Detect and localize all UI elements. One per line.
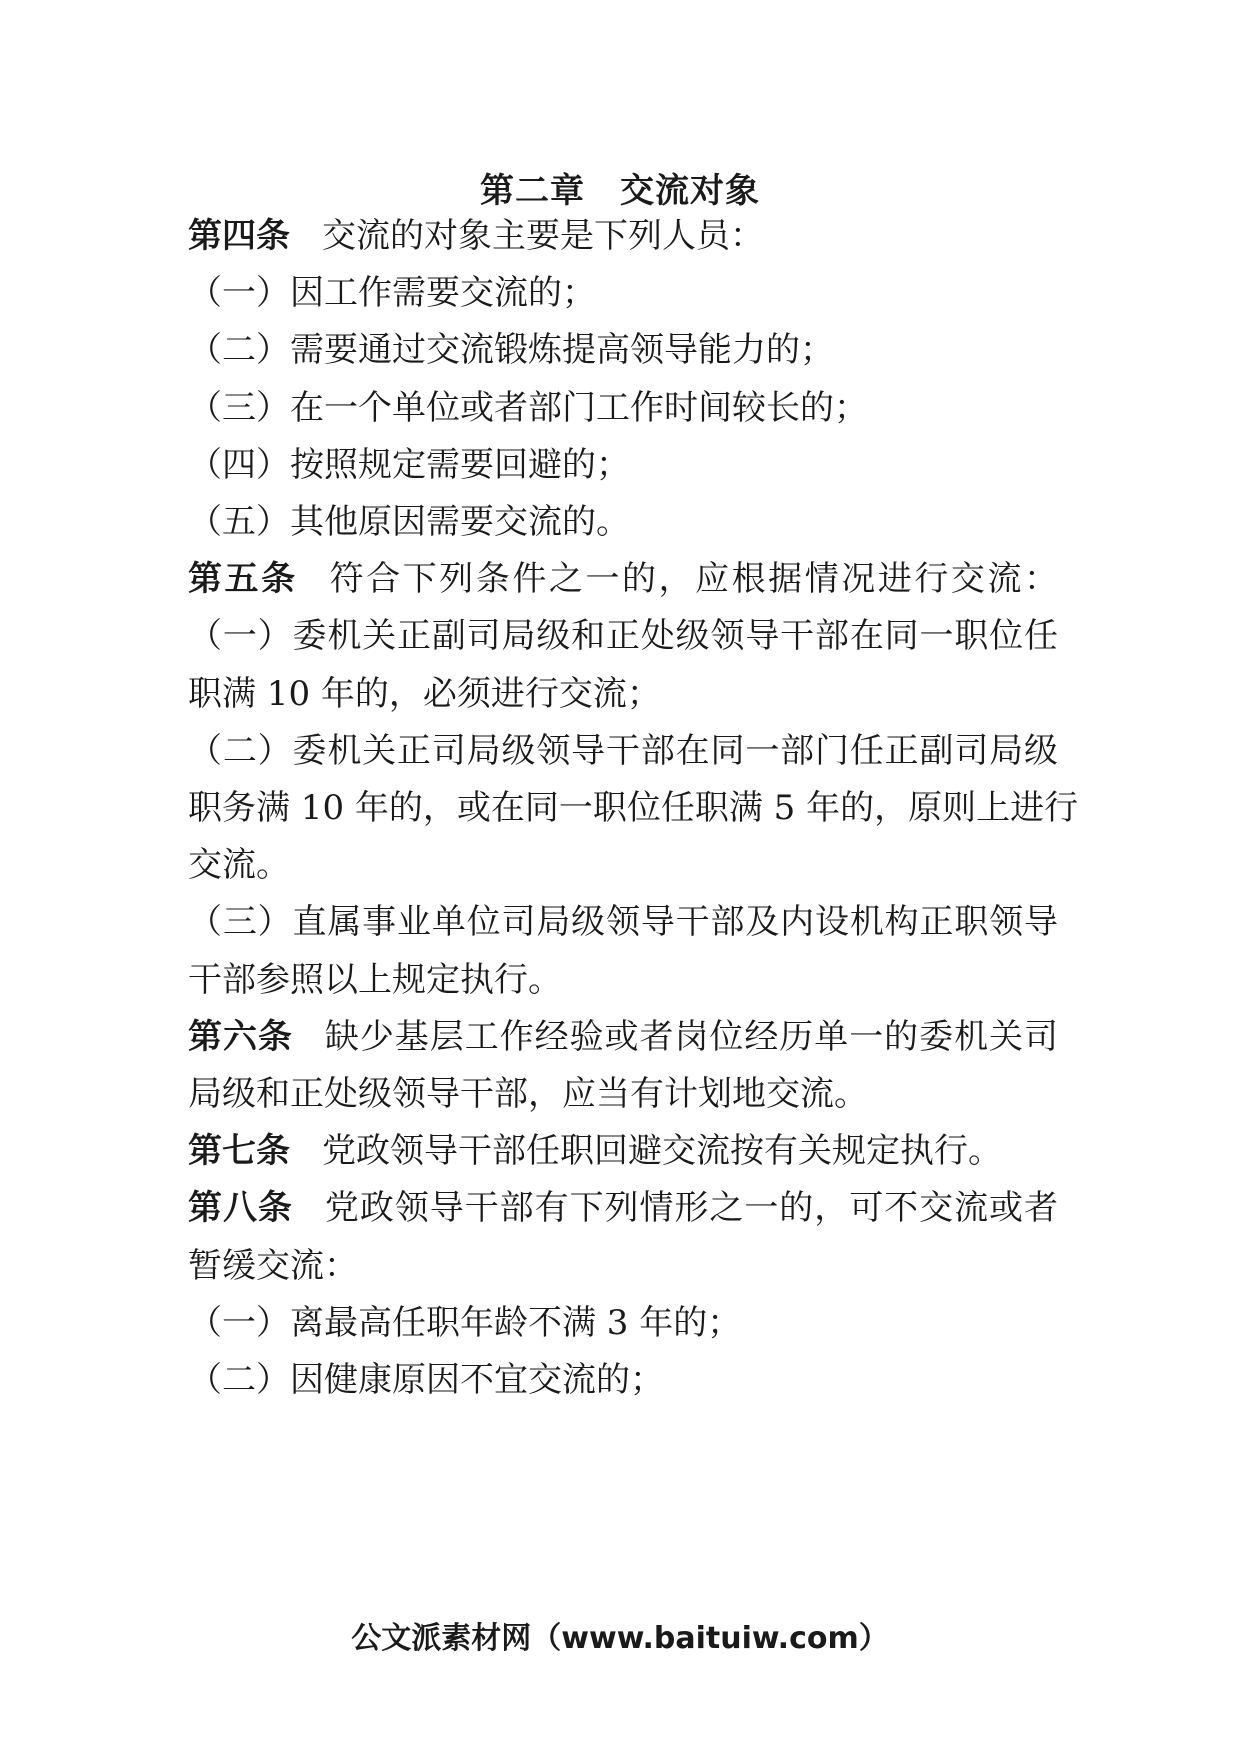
article-heading: 第八条 xyxy=(188,1188,293,1229)
line-text: 职务满 10 年的，或在同一职位任职满 5 年的，原则上进行 xyxy=(188,788,1079,828)
line-text: （一）因工作需要交流的； xyxy=(188,273,596,314)
line-text: 缺少基层工作经验或者岗位经历单一的委机关司 xyxy=(324,1016,1059,1057)
line-text: （一）离最高任职年龄不满 3 年的； xyxy=(188,1302,742,1343)
body-line xyxy=(188,1071,1058,1117)
body-line xyxy=(188,1185,1058,1231)
body-line xyxy=(188,442,1058,488)
article-heading: 第六条 xyxy=(188,1016,293,1057)
line-text: （四）按照规定需要回避的； xyxy=(188,444,630,485)
body-line xyxy=(188,385,1058,431)
line-text: 党政领导干部有下列情形之一的，可不交流或者 xyxy=(324,1188,1059,1229)
body-line xyxy=(188,499,1058,545)
body-line xyxy=(188,1357,1058,1403)
line-text: 职满 10 年的，必须进行交流； xyxy=(188,673,661,714)
line-text: 局级和正处级领导干部，应当有计划地交流。 xyxy=(188,1074,868,1114)
line-text: 暂缓交流： xyxy=(188,1245,358,1286)
body-line xyxy=(188,957,1058,1003)
line-text: 交流。 xyxy=(188,845,290,886)
body-line xyxy=(188,899,1058,945)
body-line xyxy=(188,728,1058,774)
chapter-title: 第二章 交流对象 xyxy=(480,171,760,211)
body-line xyxy=(188,1128,1058,1174)
body-line xyxy=(188,1243,1058,1289)
body-line xyxy=(188,327,1058,373)
line-text: （二）委机关正司局级领导干部在同一部门任正副司局级 xyxy=(188,730,1058,771)
article-heading: 第四条 xyxy=(188,216,290,256)
footer-watermark: 公文派素材网（www.baituiw.com） xyxy=(351,1621,889,1656)
line-text: （二）因健康原因不宜交流的； xyxy=(188,1360,664,1400)
line-text: （二）需要通过交流锻炼提高领导能力的； xyxy=(188,330,834,371)
line-text: （一）委机关正副司局级和正处级领导干部在同一职位任 xyxy=(188,616,1058,657)
article-heading: 第五条 xyxy=(188,559,298,600)
body-line xyxy=(188,785,1079,831)
body-line xyxy=(188,270,1058,316)
line-text: 党政领导干部任职回避交流按有关规定执行。 xyxy=(322,1131,1002,1172)
body-line xyxy=(188,556,1058,602)
article-heading: 第七条 xyxy=(188,1131,290,1172)
line-text: （三）直属事业单位司局级领导干部及内设机构正职领导 xyxy=(188,902,1058,943)
line-text: 交流的对象主要是下列人员： xyxy=(322,216,764,256)
line-text: 干部参照以上规定执行。 xyxy=(188,959,562,1000)
line-text: （三）在一个单位或者部门工作时间较长的； xyxy=(188,387,868,428)
body-line xyxy=(188,842,1058,888)
line-text: （五）其他原因需要交流的。 xyxy=(188,502,630,542)
body-line xyxy=(188,1014,1058,1060)
body-line xyxy=(188,671,1058,717)
body-line xyxy=(188,1300,1058,1346)
line-text: 符合下列条件之一的，应根据情况进行交流： xyxy=(329,559,1059,600)
body-line xyxy=(188,213,1058,259)
body-line xyxy=(188,613,1058,659)
